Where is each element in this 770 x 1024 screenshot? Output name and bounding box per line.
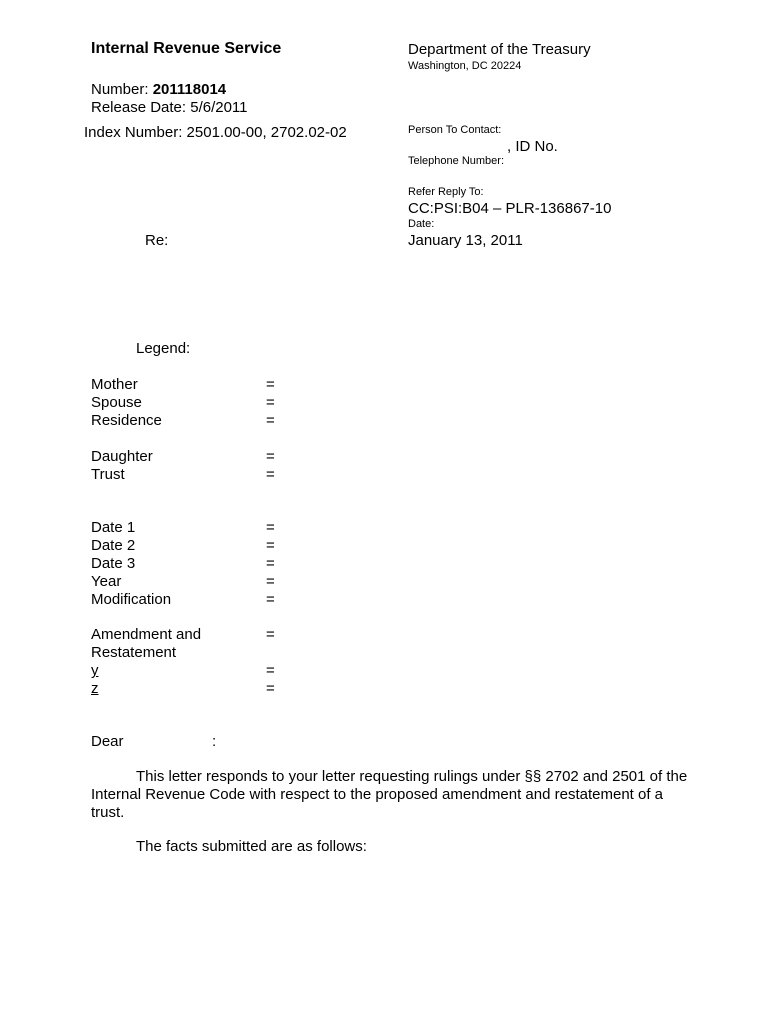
legend-equals: =	[266, 555, 275, 572]
body-paragraph: This letter responds to your letter requesting rulings under §§ 2702 and 2501 of the Internal Revenue Code with respect to the proposed amendment and restatement of a trust.	[91, 768, 688, 821]
legend-term: Restatement	[91, 644, 177, 661]
ruling-number-value: 201118014	[152, 81, 227, 98]
legend-term: z	[91, 680, 99, 697]
legend-equals: =	[266, 394, 275, 411]
legend-equals: =	[266, 519, 275, 536]
legend-equals: =	[266, 573, 275, 590]
legend-term: y	[91, 662, 99, 679]
agency-name: Internal Revenue Service	[91, 40, 282, 57]
legend-term: Spouse	[91, 394, 142, 411]
salutation: Dear	[91, 733, 124, 750]
index-number: Index Number: 2501.00-00, 2702.02-02	[84, 124, 347, 141]
legend-equals: =	[266, 537, 275, 554]
body-paragraph: The facts submitted are as follows:	[136, 838, 367, 855]
legend-term: Daughter	[91, 448, 153, 465]
legend-term: Date 2	[91, 537, 136, 554]
legend-equals: =	[266, 412, 275, 429]
legend-term: Date 1	[91, 519, 136, 536]
refer-reply-to-label: Refer Reply To:	[408, 186, 484, 198]
ruling-number	[91, 81, 226, 98]
legend-equals: =	[266, 680, 275, 697]
legend-term: Date 3	[91, 555, 136, 572]
legend-equals: =	[266, 591, 275, 608]
person-to-contact-label: Person To Contact:	[408, 124, 502, 136]
salutation-colon: :	[212, 733, 217, 750]
legend-equals: =	[266, 466, 275, 483]
re-label: Re:	[145, 232, 169, 249]
legend-term: Mother	[91, 376, 138, 393]
legend-equals: =	[266, 662, 275, 679]
release-date: Release Date: 5/6/2011	[91, 99, 248, 116]
reference-code: CC:PSI:B04 – PLR-136867-10	[408, 200, 612, 217]
legend-term: Modification	[91, 591, 172, 608]
legend-term: Year	[91, 573, 122, 590]
legend-equals: =	[266, 626, 275, 643]
id-number-label: , ID No.	[507, 138, 558, 155]
letter-date: January 13, 2011	[408, 232, 523, 249]
legend-title: Legend:	[136, 340, 191, 357]
ruling-number-label: Number:	[91, 81, 149, 98]
department-address: Washington, DC 20224	[408, 60, 522, 72]
date-label: Date:	[408, 218, 435, 230]
legend-term: Trust	[91, 466, 125, 483]
legend-equals: =	[266, 376, 275, 393]
department-name: Department of the Treasury	[408, 41, 591, 58]
telephone-number-label: Telephone Number:	[408, 155, 505, 167]
legend-equals: =	[266, 448, 275, 465]
legend-term: Amendment and	[91, 626, 202, 643]
legend-term: Residence	[91, 412, 162, 429]
